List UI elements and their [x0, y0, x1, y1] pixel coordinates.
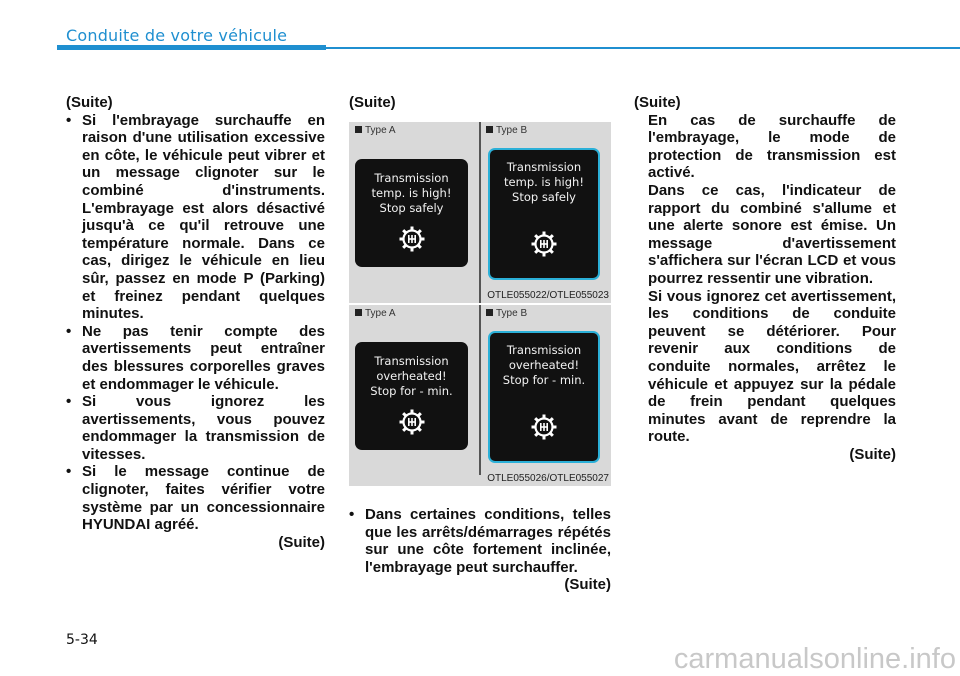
lcd-screen — [488, 331, 600, 463]
suite-continued-label: (Suite) — [849, 445, 896, 463]
suite-label: (Suite) — [634, 94, 681, 111]
bullet-item: • Ne pas tenir compte des avertissements peut entraîner des blessures corporelles graves et endommager le véhicule. — [66, 323, 325, 393]
square-bullet-icon — [355, 309, 362, 316]
transmission-gear-warning-icon — [398, 408, 426, 436]
suite-label: (Suite) — [66, 94, 113, 111]
panel-bottom-type-b — [480, 305, 611, 486]
type-label: Type B — [486, 308, 527, 319]
bullet-item: • Si vous ignorez les avertissements, vous pouvez endommager la transmission de vitesses. — [66, 393, 325, 463]
suite-label: (Suite) — [349, 94, 396, 111]
suite-continued-label: (Suite) — [278, 533, 325, 551]
warning-message: Transmission temp. is high! Stop safely — [371, 171, 452, 215]
square-bullet-icon — [486, 126, 493, 133]
image-code: OTLE055026/OTLE055027 — [487, 473, 609, 484]
warning-message: Transmission overheated! Stop for - min. — [502, 343, 586, 387]
warning-message: Transmission overheated! Stop for - min. — [370, 354, 453, 398]
lcd-screen — [355, 159, 468, 267]
warning-display-figure — [349, 122, 611, 486]
bullet-item: • Dans certaines conditions, telles que les arrêts/démarrages répétés sur une côte fortement inclinée, l'embrayage peut surchauffer. — [349, 506, 611, 576]
column-2-text — [349, 506, 611, 594]
header-rule-thick — [57, 45, 326, 50]
header-rule-thin — [326, 47, 960, 49]
type-label: Type A — [355, 308, 396, 319]
panel-top-type-a — [349, 122, 480, 303]
transmission-gear-warning-icon — [530, 413, 558, 441]
warning-message: Transmission temp. is high! Stop safely — [504, 160, 584, 204]
lcd-screen — [355, 342, 468, 450]
lcd-screen — [488, 148, 600, 280]
paragraph: En cas de surchauffe de l'embrayage, le mode de protection de transmission est activé. — [648, 111, 896, 182]
column-3 — [634, 94, 896, 463]
type-label: Type B — [486, 125, 527, 136]
square-bullet-icon — [355, 126, 362, 133]
panel-top-type-b — [480, 122, 611, 303]
transmission-gear-warning-icon — [398, 225, 426, 253]
square-bullet-icon — [486, 309, 493, 316]
bullet-item: • Si l'embrayage surchauffe en raison d'une utilisation excessive en côte, le véhicule peut vibrer et un message clignoter sur le combiné d'instruments. L'embrayage est alors désactivé jusqu'à ce qu'il retrouve une température normale. Dans ce cas, dirigez le véhicule en lieu sûr, passez en mode P (Parking) et freinez pendant quelques minutes. — [66, 112, 325, 323]
watermark: carmanualsonline.info — [673, 643, 956, 675]
transmission-gear-warning-icon — [530, 230, 558, 258]
type-label: Type A — [355, 125, 396, 136]
section-title: Conduite de votre véhicule — [66, 26, 288, 45]
bullet-item: • Si le message continue de clignoter, faites vérifier votre système par un concessionnaire HYUNDAI agréé. — [66, 463, 325, 533]
column-1 — [66, 94, 325, 551]
paragraph: Si vous ignorez cet avertissement, les conditions de conduite peuvent se détériorer. Pour revenir aux conditions de conduite normales, arrêtez le véhicule et appuyez sur la pédale de frein pendant quelques minutes avant de reprendre la route. — [648, 287, 896, 446]
image-code: OTLE055022/OTLE055023 — [487, 290, 609, 301]
panel-bottom-type-a — [349, 305, 480, 486]
suite-continued-label: (Suite) — [564, 576, 611, 594]
paragraph: Dans ce cas, l'indicateur de rapport du combiné s'allume et une alerte sonore est émise. Un message d'avertissement s'affichera sur l'écran LCD et vous pourrez ressentir une vibration. — [648, 181, 896, 287]
column-2 — [349, 94, 611, 112]
page-number: 5-34 — [66, 632, 98, 648]
